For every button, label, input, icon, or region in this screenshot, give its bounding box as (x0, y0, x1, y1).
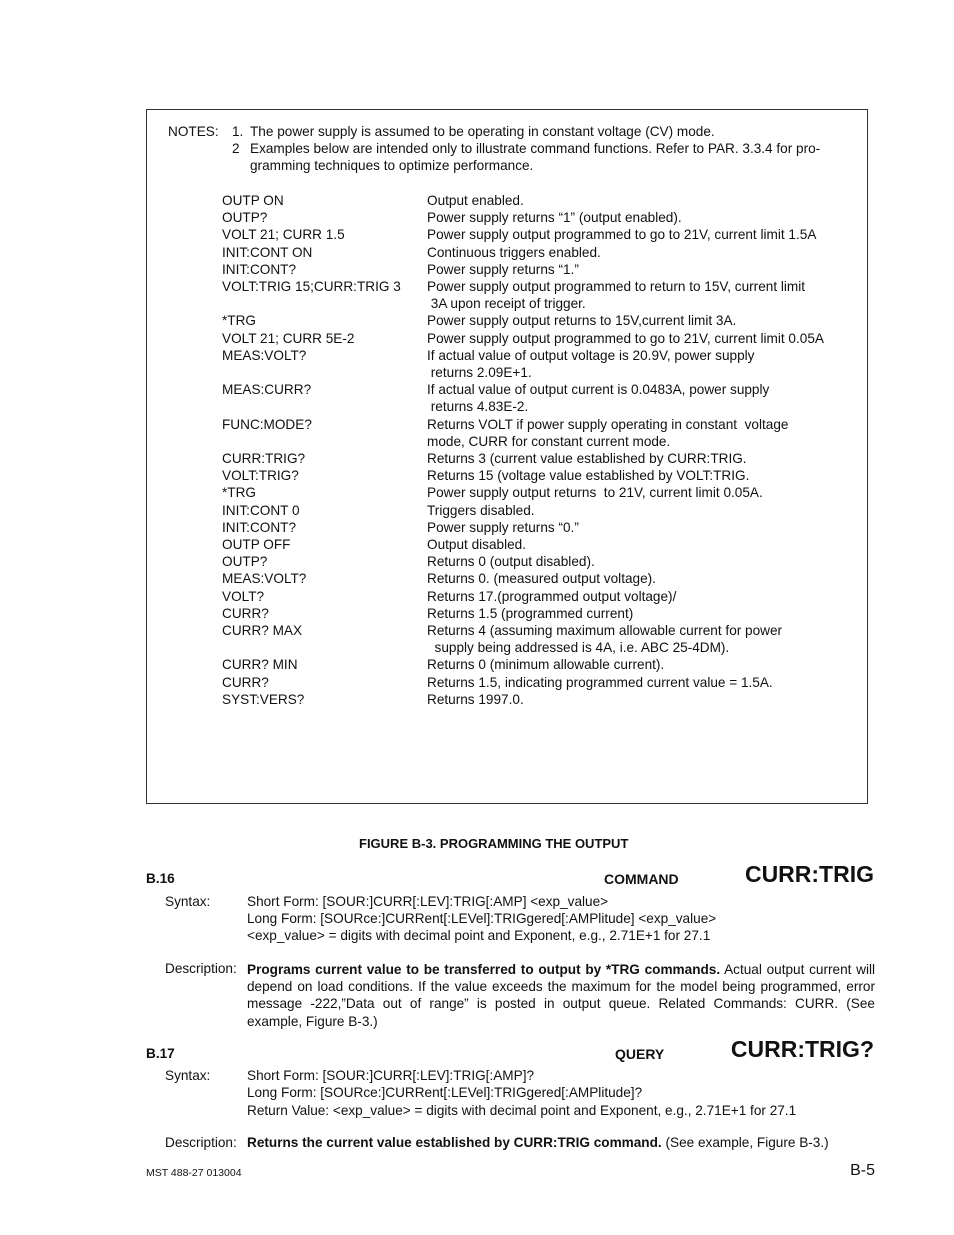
example-description: Power supply output programmed to go to 21V, current limit 1.5A (427, 227, 817, 243)
section-b17-type: QUERY (615, 1046, 665, 1062)
example-description: Continuous triggers enabled. (427, 244, 601, 260)
b17-long-form: Long Form: [SOURce:]CURRent[:LEVel]:TRIGgered[:AMPlitude]? (247, 1085, 643, 1100)
example-description: Returns 15 (voltage value established by VOLT:TRIG. (427, 468, 750, 484)
b16-exp-value: <exp_value> = digits with decimal point and Exponent, e.g., 2.71E+1 for 27.1 (247, 928, 711, 943)
section-b16-number: B.16 (146, 871, 175, 886)
example-command: OUTP? (222, 554, 268, 570)
example-command: CURR:TRIG? (222, 451, 306, 466)
example-command: VOLT? (222, 588, 265, 604)
note-2-text-line1: Examples below are intended only to illustrate command functions. Refer to PAR. 3.3.4 for pro- (250, 141, 821, 156)
example-description: Returns VOLT if power supply operating in constant voltage (427, 416, 789, 432)
example-description: returns 2.09E+1. (427, 365, 532, 380)
example-command: CURR? MIN (222, 657, 298, 673)
example-command: SYST:VERS? (222, 691, 305, 707)
b17-description (247, 1135, 829, 1150)
example-description: 3A upon receipt of trigger. (427, 296, 586, 312)
example-description: Power supply returns “0.” (427, 519, 579, 535)
b16-description (247, 961, 875, 1030)
example-command: CURR? (222, 605, 269, 621)
footer-doc-id: MST 488-27 013004 (146, 1167, 242, 1179)
example-description: Returns 1.5 (programmed current) (427, 605, 634, 621)
example-description: Returns 0 (minimum allowable current). (427, 657, 665, 673)
example-description: If actual value of output current is 0.0483A, power supply (427, 382, 770, 398)
example-command: INIT:CONT ON (222, 244, 313, 260)
example-command: MEAS:CURR? (222, 382, 312, 398)
footer-page-number: B-5 (850, 1162, 875, 1179)
b17-syntax-label: Syntax: (165, 1068, 211, 1083)
example-description: Power supply output programmed to return to 15V, current limit (427, 279, 806, 294)
example-command: CURR? (222, 674, 269, 690)
example-description: Returns 4 (assuming maximum allowable current for power (427, 623, 783, 638)
example-description: Power supply returns “1.” (427, 261, 579, 277)
notes-label: NOTES: (168, 124, 219, 139)
b17-return-value: Return Value: <exp_value> = digits with decimal point and Exponent, e.g., 2.71E+1 for 27.1 (247, 1103, 797, 1118)
note-1-number: 1. (232, 124, 244, 139)
example-description: If actual value of output voltage is 20.9V, power supply (427, 347, 755, 363)
example-description: Triggers disabled. (427, 502, 535, 518)
example-command: VOLT 21; CURR 1.5 (222, 227, 345, 243)
example-command: MEAS:VOLT? (222, 347, 307, 363)
section-b17-title: CURR:TRIG? (730, 1036, 874, 1062)
section-b16-type: COMMAND (604, 871, 679, 887)
section-b16-title: CURR:TRIG (744, 861, 874, 887)
b16-description-bold: Programs current value to be transferred to output by *TRG commands. (247, 962, 721, 977)
b17-description-rest: (See example, Figure B-3.) (661, 1135, 829, 1150)
example-description: Returns 1.5, indicating programmed current value = 1.5A. (427, 674, 773, 690)
example-command: OUTP ON (222, 193, 284, 208)
section-b17-number: B.17 (146, 1046, 175, 1061)
example-description: Returns 0 (output disabled). (427, 554, 595, 570)
example-command: CURR? MAX (222, 623, 303, 638)
b17-description-label: Description: (165, 1135, 237, 1150)
note-2-number: 2 (232, 141, 240, 156)
note-1-text: The power supply is assumed to be operating in constant voltage (CV) mode. (250, 124, 715, 139)
b17-description-bold: Returns the current value established by CURR:TRIG command. (247, 1135, 662, 1150)
example-description: Returns 3 (current value established by CURR:TRIG. (427, 451, 747, 466)
example-command: OUTP OFF (222, 537, 291, 552)
example-description: Returns 17.(programmed output voltage)/ (427, 588, 677, 604)
example-command: MEAS:VOLT? (222, 571, 307, 587)
example-command: INIT:CONT 0 (222, 502, 300, 518)
example-command: *TRG (222, 313, 256, 329)
figure-caption: FIGURE B-3. PROGRAMMING THE OUTPUT (359, 836, 629, 851)
example-command: VOLT:TRIG? (222, 468, 299, 484)
b16-description-label: Description: (165, 961, 237, 976)
example-description: mode, CURR for constant current mode. (427, 433, 671, 449)
example-description: Power supply output returns to 21V, current limit 0.05A. (427, 485, 763, 501)
example-description: Output disabled. (427, 537, 526, 552)
note-2-text-line2: gramming techniques to optimize performance. (250, 158, 534, 173)
b17-short-form: Short Form: [SOUR:]CURR[:LEV]:TRIG[:AMP]? (247, 1068, 535, 1083)
example-description: Power supply output programmed to go to 21V, current limit 0.05A (427, 330, 824, 346)
example-description: Returns 0. (measured output voltage). (427, 571, 656, 587)
b16-syntax-label: Syntax: (165, 894, 211, 909)
example-description: Power supply output returns to 15V,current limit 3A. (427, 313, 737, 329)
example-description: Power supply returns “1” (output enabled). (427, 210, 682, 226)
example-command: VOLT 21; CURR 5E-2 (222, 330, 355, 346)
example-command: *TRG (222, 485, 256, 501)
b16-short-form: Short Form: [SOUR:]CURR[:LEV]:TRIG[:AMP] <exp_value> (247, 894, 609, 909)
example-command: INIT:CONT? (222, 261, 297, 277)
b16-description-rest: Actual output current will depend on load conditions. If the value exceeds the maximum for the model being programmed, error message -222,”Data out of range” is posted in output queue. Related Commands: CURR. (See example, Figure B-3.) (247, 962, 875, 1029)
example-command: FUNC:MODE? (222, 416, 312, 432)
example-description: supply being addressed is 4A, i.e. ABC 25-4DM). (427, 640, 730, 656)
example-description: returns 4.83E-2. (427, 399, 529, 415)
example-description: Output enabled. (427, 193, 524, 208)
example-command: INIT:CONT? (222, 519, 297, 535)
b16-long-form: Long Form: [SOURce:]CURRent[:LEVel]:TRIGgered[:AMPlitude] <exp_value> (247, 911, 717, 926)
example-description: Returns 1997.0. (427, 691, 524, 707)
example-command: OUTP? (222, 210, 268, 226)
example-command: VOLT:TRIG 15;CURR:TRIG 3 (222, 279, 401, 294)
